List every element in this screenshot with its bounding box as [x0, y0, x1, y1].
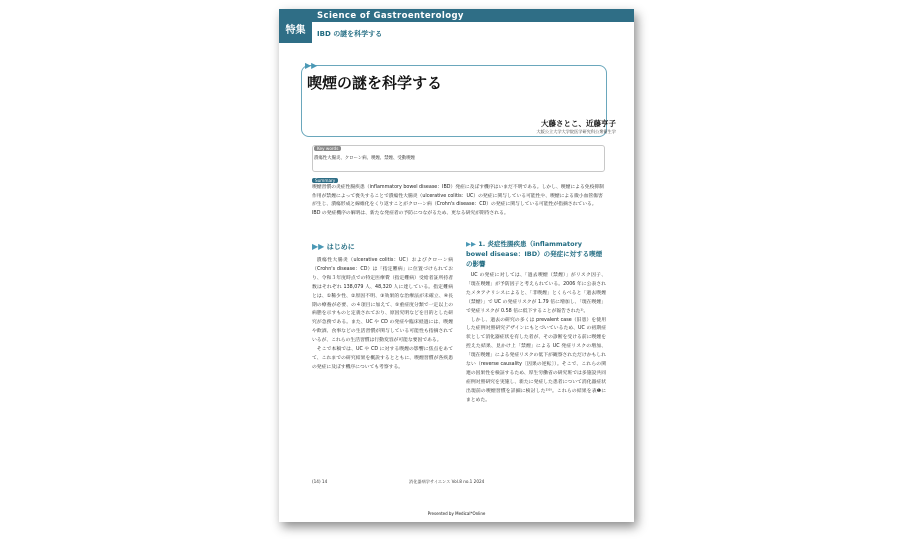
left-column — [312, 257, 453, 373]
section1-paragraph: UC の発症に対しては、「過去喫煙（禁煙）」がリスク因子、「現在喫煙」が予防因子と考えられている。2006 年に公表されたメタアナリシスによると、「非喫煙」とくらべると「過去喫煙（禁煙）」で UC の発症リスクが 1.79 倍に増加し、「現在喫煙」で発症リスクが 0.58 倍に低下することが報告された¹⁾。 — [466, 273, 606, 314]
section1-heading-text: 炎症性腸疾患（inflammatory bowel disease：IBD）の発症に対する喫煙の影響 — [466, 240, 603, 268]
presented-by: Presented by Medical*Online — [427, 511, 486, 516]
intro-paragraph: 潰瘍性大腸炎（ulcerative colitis：UC）およびクローン病（Crohn's disease：CD）は「指定難病」に位置づけられており、令和３年度時点での特定医療費（指定難病）受給者証所持者数はそれぞれ 138,079 人、48,320 人に達している。指定難病とは、①稀少性、②原因不明、③効果的な治療法が未確立、④長期の療養が必要、の４項目に加えて、⑤重症度分類で一定以上の病態を示すものと定義されており、原因究明などを目的とした研究が急務である。また、UC や CD の発症や臨床経過には、喫煙や飲酒、食事などの生活習慣が関与している可能性も指摘されているが、これらの生活習慣は行動変容が可能な要因である。 — [312, 258, 453, 344]
right-column — [466, 272, 606, 406]
intro-heading — [312, 242, 355, 252]
arrow-icon: ▶▶ — [466, 240, 479, 248]
summary-label: Summary — [312, 178, 338, 183]
summary: 喫煙習慣の炎症性腸疾患（inflammatory bowel disease：IBD）発症に及ぼす機序はいまだ不明である。しかし、喫煙による免疫抑制作用が禁煙によって喪失することで潰瘍性大腸炎（ulcerative colitis：UC）の発症に関与している可能性や、喫煙による微小血管傷害が生じ、潰瘍形成と線維化をくり返すことがクローン病（Crohn's disease：CD）の発症に関与している可能性が指摘されている。IBD の発症機序の解明は、新たな発症者の予防につながるため、更なる研究が期待される。 — [312, 185, 604, 216]
intro-paragraph: そこで本稿では、UC や CD に対する喫煙の影響に焦点をあてて、これまでの研究結果を概説するとともに、喫煙習慣が各疾患の発症に及ぼす機序についても考察する。 — [312, 347, 453, 370]
section1-heading — [466, 239, 606, 269]
article-page — [279, 9, 634, 522]
authors: 大藤さとこ、近藤亨子 — [541, 119, 616, 128]
feature-subtitle: IBD の謎を科学する — [317, 30, 383, 38]
section1-number: 1. — [478, 240, 486, 248]
section1-paragraph: しかし、過去の研究の多くは prevalent case（旧患）を使用した症例対照研究デザインにもとづいているため、UC の初期症状として消化器症状を有した者が、その診断を受ける前に喫煙を控えた結果、見かけ上「禁煙」による UC 発症リスクの増加、「現在喫煙」による発症リスクの低下が観察されただけかもしれない（reverse causality〔因果の逆転〕）。そこで、これらの関連の因果性を検証するため、厚生労働省の研究班では多施設共同症例対照研究を実施し、新たに発症した患者について消化器症状出現前の喫煙習慣を詳細に検討した²⁾³⁾。これらの結果を表❶にまとめた。 — [466, 317, 606, 403]
keywords: 潰瘍性大腸炎、クローン病、喫煙、禁煙、受動喫煙 — [314, 156, 415, 161]
arrow-icon: ▶▶ — [305, 61, 318, 70]
arrow-icon: ▶▶ — [312, 242, 325, 251]
page-number: (14) 14 — [312, 479, 328, 484]
journal-name: 消化器病学サイエンス Vol.8 no.1 2024 — [409, 479, 485, 484]
series-title: Science of Gastroenterology — [317, 11, 464, 21]
keywords-label: Key words — [314, 146, 341, 151]
feature-tag: 特集 — [279, 14, 312, 43]
affiliation: 大阪公立大学大学院医学研究科公衆衛生学 — [536, 129, 616, 134]
article-title: 喫煙の謎を科学する — [307, 74, 443, 92]
intro-heading-text: はじめに — [326, 243, 355, 251]
